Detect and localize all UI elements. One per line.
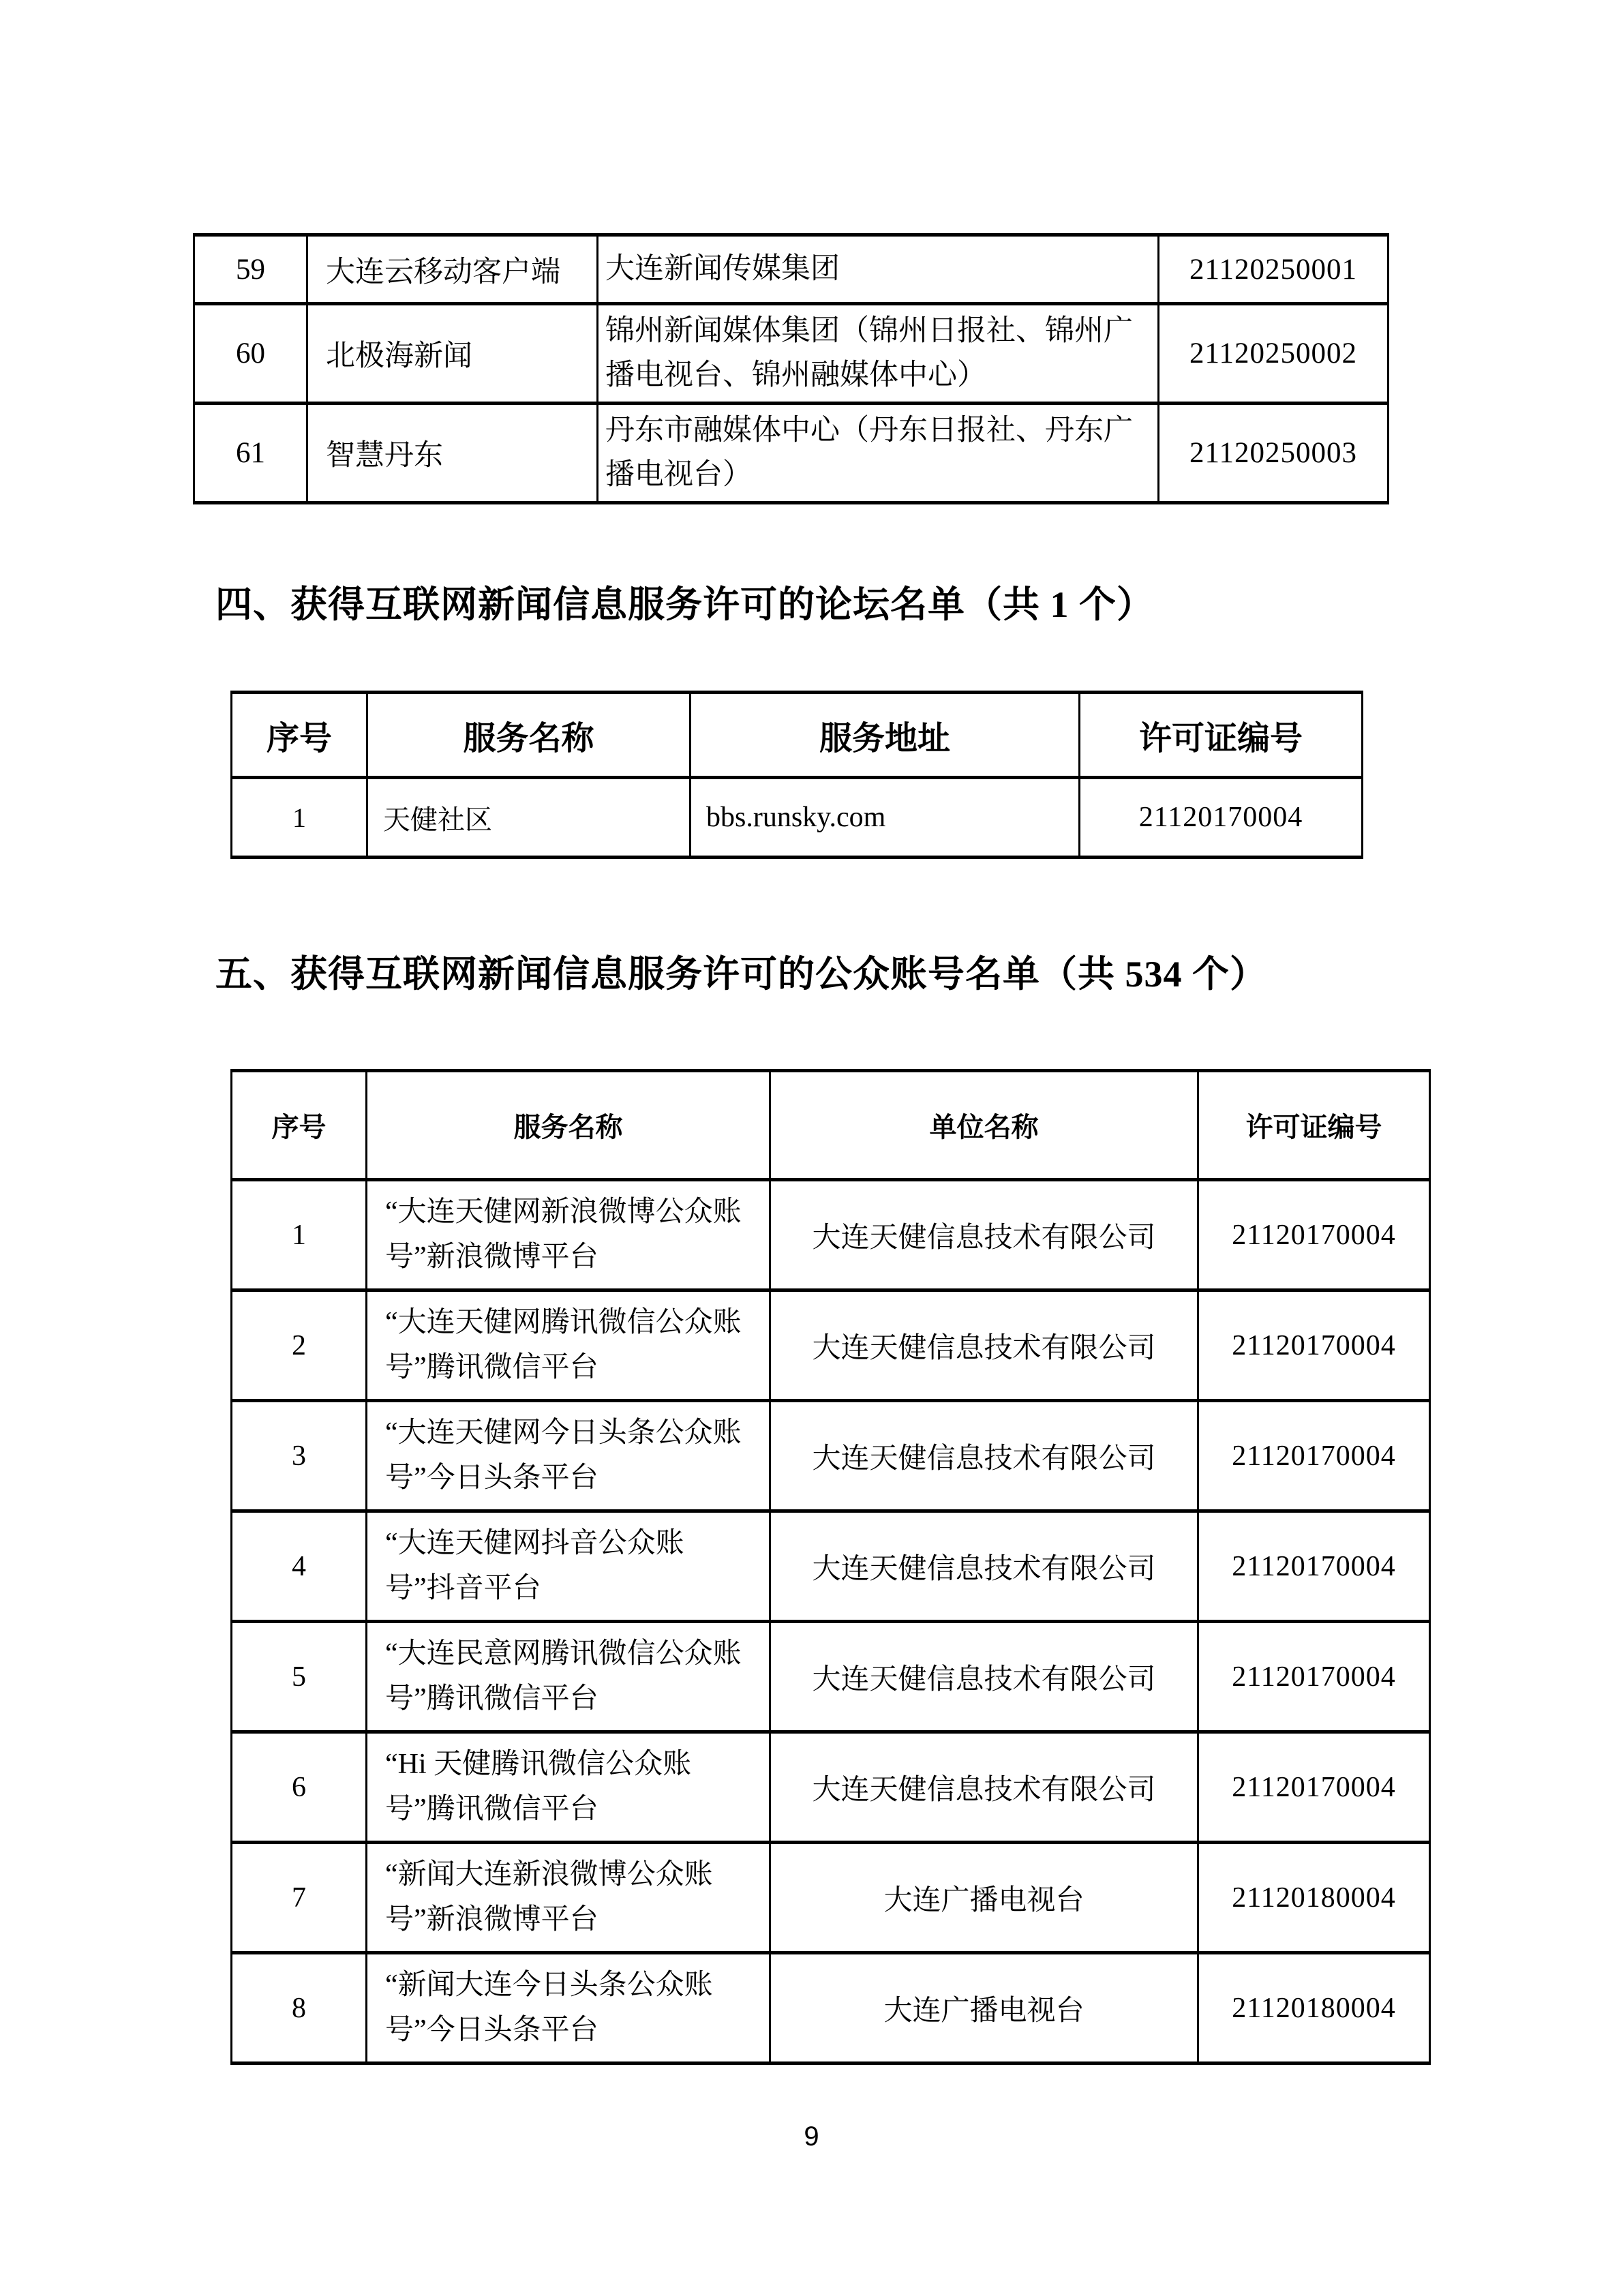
table-row — [232, 1180, 1430, 1290]
cell-organization: 大连天健信息技术有限公司 — [770, 1732, 1198, 1843]
cell-organization: 大连天健信息技术有限公司 — [770, 1290, 1198, 1401]
cell-service-name: “新闻大连新浪微博公众账号”新浪微博平台 — [367, 1843, 770, 1953]
header-service-name: 服务名称 — [367, 693, 691, 778]
cell-service-name: 北极海新闻 — [307, 304, 598, 404]
cell-service-name: 大连云移动客户端 — [307, 235, 598, 304]
cell-service-name: “大连天健网腾讯微信公众账号”腾讯微信平台 — [367, 1290, 770, 1401]
cell-serial: 3 — [232, 1401, 367, 1511]
table-row — [232, 1622, 1430, 1732]
table-header-row — [232, 1071, 1430, 1180]
cell-organization: 大连广播电视台 — [770, 1953, 1198, 2064]
table-row — [232, 1290, 1430, 1401]
header-address: 服务地址 — [691, 693, 1080, 778]
cell-serial: 60 — [194, 304, 307, 404]
section-heading-accounts: 五、获得互联网新闻信息服务许可的公众账号名单（共 534 个） — [215, 954, 1267, 995]
forum-table — [230, 691, 1363, 859]
cell-organization: 大连广播电视台 — [770, 1843, 1198, 1953]
cell-service-name: “新闻大连今日头条公众账号”今日头条平台 — [367, 1953, 770, 2064]
table-row — [194, 304, 1389, 404]
table-header-row — [232, 693, 1363, 778]
cell-serial: 6 — [232, 1732, 367, 1843]
cell-organization: 大连天健信息技术有限公司 — [770, 1401, 1198, 1511]
cell-serial: 4 — [232, 1511, 367, 1622]
cell-address: bbs.runsky.com — [691, 778, 1080, 858]
table-row — [232, 1953, 1430, 2064]
cell-serial: 7 — [232, 1843, 367, 1953]
cell-service-name: “大连天健网抖音公众账号”抖音平台 — [367, 1511, 770, 1622]
accounts-table — [230, 1069, 1431, 2065]
header-license: 许可证编号 — [1080, 693, 1363, 778]
cell-service-name: “大连天健网今日头条公众账号”今日头条平台 — [367, 1401, 770, 1511]
cell-license: 21120170004 — [1198, 1401, 1430, 1511]
cell-license: 21120170004 — [1198, 1732, 1430, 1843]
table-row — [194, 404, 1389, 503]
cell-serial: 5 — [232, 1622, 367, 1732]
cell-organization: 大连天健信息技术有限公司 — [770, 1180, 1198, 1290]
cell-license: 21120180004 — [1198, 1953, 1430, 2064]
cell-organization: 丹东市融媒体中心（丹东日报社、丹东广播电视台） — [598, 404, 1159, 503]
cell-organization: 锦州新闻媒体集团（锦州日报社、锦州广播电视台、锦州融媒体中心） — [598, 304, 1159, 404]
cell-organization: 大连新闻传媒集团 — [598, 235, 1159, 304]
header-service-name: 服务名称 — [367, 1071, 770, 1180]
cell-license: 21120250003 — [1159, 404, 1389, 503]
cell-license: 21120250001 — [1159, 235, 1389, 304]
cell-service-name: “大连民意网腾讯微信公众账号”腾讯微信平台 — [367, 1622, 770, 1732]
header-serial: 序号 — [232, 693, 367, 778]
header-serial: 序号 — [232, 1071, 367, 1180]
cell-service-name: “Hi 天健腾讯微信公众账号”腾讯微信平台 — [367, 1732, 770, 1843]
table-row — [232, 1401, 1430, 1511]
section-heading-forum: 四、获得互联网新闻信息服务许可的论坛名单（共 1 个） — [215, 584, 1154, 625]
cell-serial: 1 — [232, 778, 367, 858]
cell-license: 21120170004 — [1080, 778, 1363, 858]
page-number: 9 — [804, 2121, 819, 2151]
header-organization: 单位名称 — [770, 1071, 1198, 1180]
cell-serial: 8 — [232, 1953, 367, 2064]
table-row — [232, 1732, 1430, 1843]
cell-license: 21120170004 — [1198, 1180, 1430, 1290]
table-row — [232, 778, 1363, 858]
cell-organization: 大连天健信息技术有限公司 — [770, 1622, 1198, 1732]
cell-license: 21120170004 — [1198, 1290, 1430, 1401]
cell-service-name: 天健社区 — [367, 778, 691, 858]
cell-serial: 1 — [232, 1180, 367, 1290]
cell-organization: 大连天健信息技术有限公司 — [770, 1511, 1198, 1622]
header-license: 许可证编号 — [1198, 1071, 1430, 1180]
cell-serial: 59 — [194, 235, 307, 304]
cell-service-name: 智慧丹东 — [307, 404, 598, 503]
cell-license: 21120180004 — [1198, 1843, 1430, 1953]
cell-serial: 2 — [232, 1290, 367, 1401]
continuation-table — [193, 233, 1389, 504]
cell-service-name: “大连天健网新浪微博公众账号”新浪微博平台 — [367, 1180, 770, 1290]
table-row — [232, 1843, 1430, 1953]
cell-license: 21120170004 — [1198, 1511, 1430, 1622]
cell-license: 21120250002 — [1159, 304, 1389, 404]
table-row — [232, 1511, 1430, 1622]
table-row — [194, 235, 1389, 304]
cell-serial: 61 — [194, 404, 307, 503]
cell-license: 21120170004 — [1198, 1622, 1430, 1732]
